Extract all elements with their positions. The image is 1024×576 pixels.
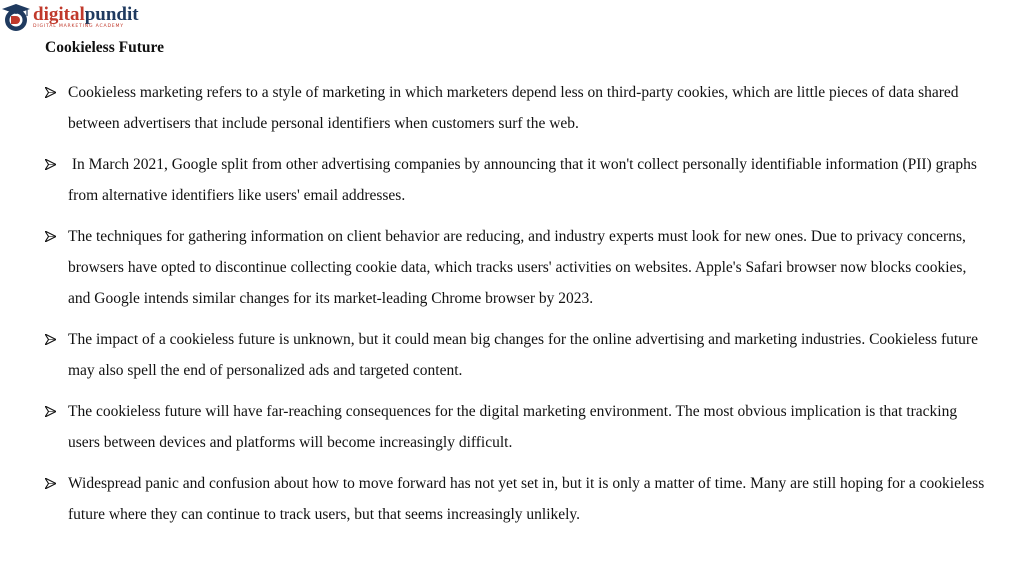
arrowhead-bullet-icon <box>45 221 57 252</box>
bullet-item <box>45 468 985 530</box>
logo-wordmark <box>33 5 139 24</box>
bullet-item <box>45 149 985 211</box>
bullet-text: The cookieless future will have far-reaching consequences for the digital marketing environment. The most obvious implication is that tracking users between devices and platforms will become increasingly difficult. <box>68 403 958 451</box>
bullet-text: The techniques for gathering information on client behavior are reducing, and industry experts must look for new ones. Due to privacy concerns, browsers have opted to discontinue collecting cookie data, which tracks users' activities on websites. Apple's Safari browser now blocks cookies, and Google intends similar changes for its market-leading Chrome browser by 2023. <box>68 228 967 307</box>
bullet-text: The impact of a cookieless future is unknown, but it could mean big changes for the online advertising and marketing industries. Cookieless future may also spell the end of personalized ads and targeted content. <box>68 331 978 379</box>
bullet-item <box>45 77 985 139</box>
logo-text <box>33 5 139 30</box>
bullet-text: In March 2021, Google split from other advertising companies by announcing that it won't collect personally identifiable information (PII) graphs from alternative identifiers like users' email addresses. <box>68 156 981 204</box>
bullet-item <box>45 221 985 314</box>
brand-logo <box>0 0 150 34</box>
logo-tagline: DIGITAL MARKETING ACADEMY <box>33 23 124 29</box>
graduation-cap-logo-icon <box>0 1 32 33</box>
bullet-text: Cookieless marketing refers to a style of marketing in which marketers depend less on third-party cookies, which are little pieces of data shared between advertisers that include personal identifiers when customers surf the web. <box>68 84 959 132</box>
page-title: Cookieless Future <box>45 39 164 56</box>
arrowhead-bullet-icon <box>45 396 57 427</box>
bullet-list <box>45 77 985 540</box>
arrowhead-bullet-icon <box>45 77 57 108</box>
bullet-item <box>45 396 985 458</box>
bullet-item <box>45 324 985 386</box>
logo-word-pundit: pundit <box>84 3 139 25</box>
logo-word-digital: digital <box>33 3 85 25</box>
arrowhead-bullet-icon <box>45 324 57 355</box>
arrowhead-bullet-icon <box>45 149 57 180</box>
arrowhead-bullet-icon <box>45 468 57 499</box>
bullet-text: Widespread panic and confusion about how to move forward has not yet set in, but it is only a matter of time. Many are still hoping for a cookieless future where they can continue to track users, but that seems increasingly unlikely. <box>68 475 985 523</box>
